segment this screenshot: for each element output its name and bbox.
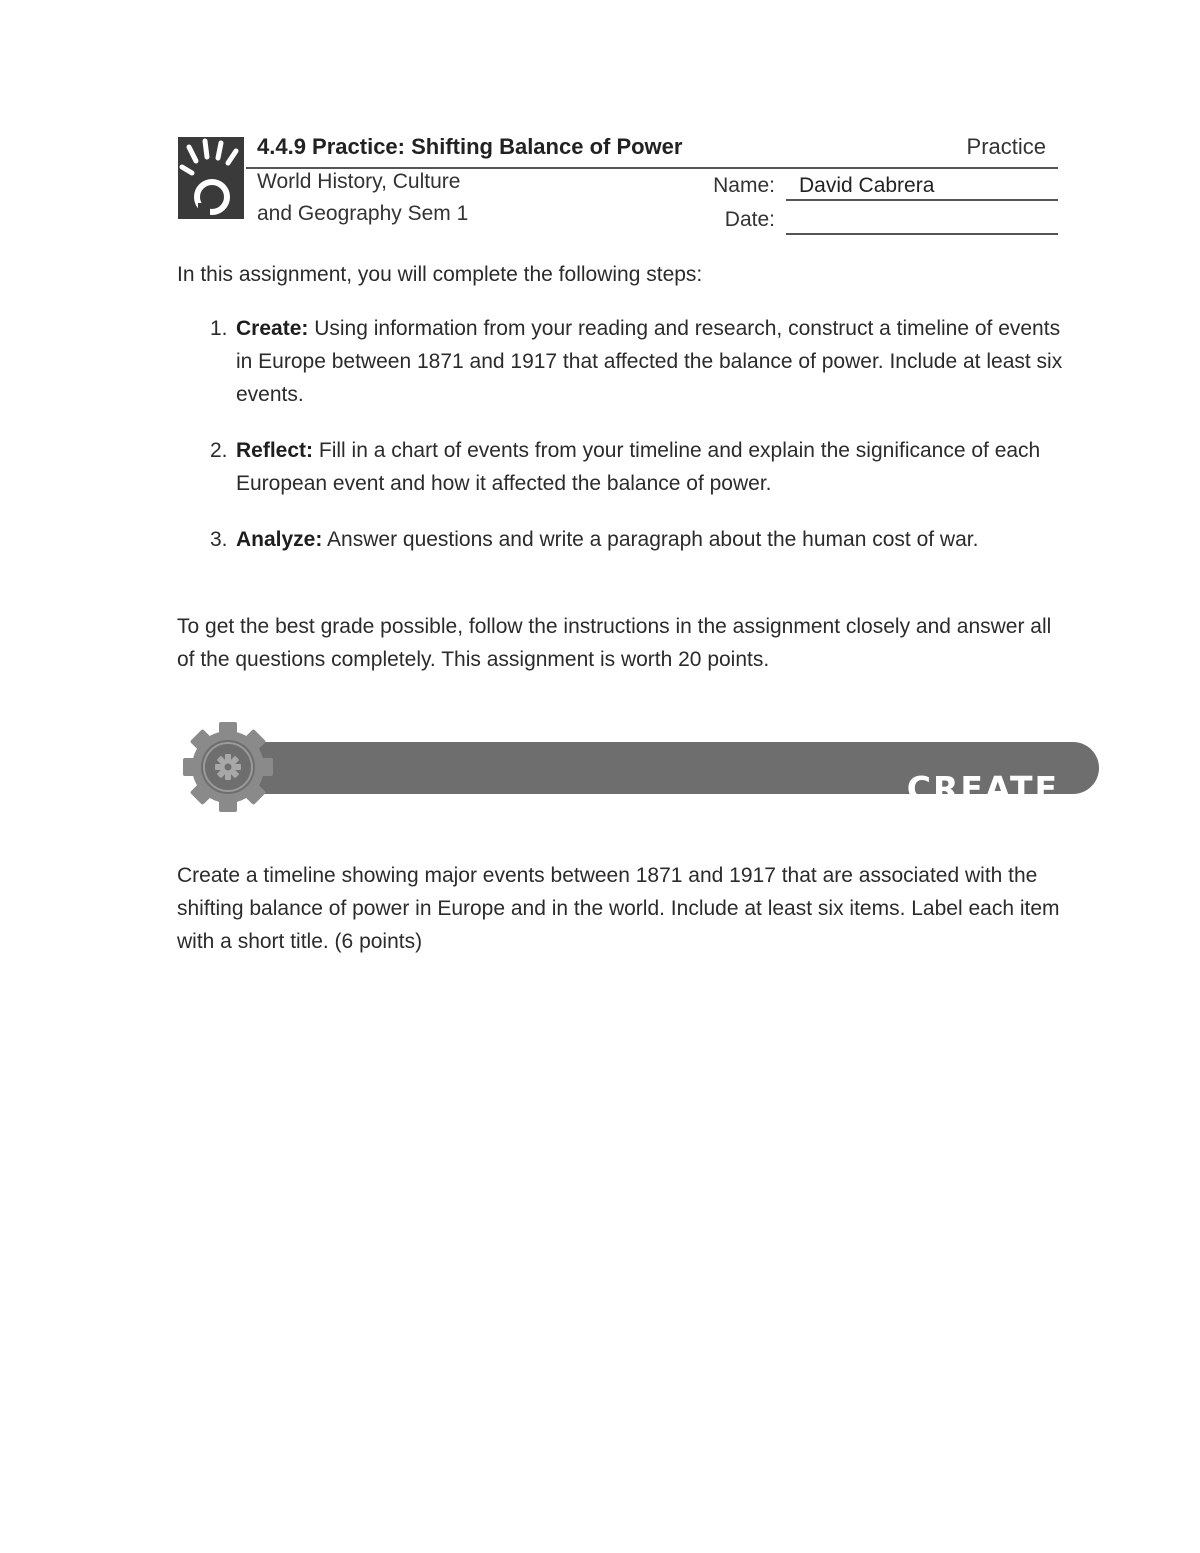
- step-text: Fill in a chart of events from your timeline and explain the significance of each European event and how it affected the balance of power.: [236, 439, 1041, 495]
- step-text: Using information from your reading and research, construct a timeline of events in Europe between 1871 and 1917 that affected the balance of power. Include at least six events.: [236, 317, 1063, 406]
- date-label: Date:: [724, 208, 775, 231]
- step-label: Create:: [236, 317, 309, 340]
- name-underline: [786, 199, 1058, 201]
- banner-label: CREATE: [906, 769, 1059, 808]
- assignment-type: Practice: [966, 134, 1046, 159]
- name-label: Name:: [713, 174, 775, 197]
- step-label: Analyze:: [236, 528, 323, 551]
- step-label: Reflect:: [236, 439, 314, 462]
- header-divider: [246, 167, 1058, 169]
- create-instructions: Create a timeline showing major events between 1871 and 1917 that are associated with the shifting balance of power in Europe and in the world. Include at least six items. Label each item with a short title. (6 points): [177, 864, 1060, 953]
- step-number: 1.: [210, 317, 228, 340]
- steps-list: [177, 312, 1067, 579]
- step-number: 3.: [210, 528, 228, 551]
- assignment-title: 4.4.9 Practice: Shifting Balance of Power: [257, 134, 683, 159]
- intro-text: In this assignment, you will complete the following steps:: [177, 263, 703, 286]
- step-number: 2.: [210, 439, 228, 462]
- banner-bar: [243, 742, 1099, 808]
- step-text: Answer questions and write a paragraph about the human cost of war.: [322, 528, 979, 551]
- date-underline: [786, 233, 1058, 235]
- step-create: [177, 312, 1067, 411]
- gear-icon: [183, 722, 273, 812]
- grading-note: To get the best grade possible, follow the instructions in the assignment closely and answer all of the questions completely. This assignment is worth 20 points.: [177, 615, 1052, 671]
- step-reflect: [177, 434, 1067, 500]
- hand-sun-logo-icon: [178, 137, 244, 219]
- course-name-line-2: and Geography Sem 1: [257, 202, 469, 225]
- step-analyze: [177, 523, 1067, 556]
- course-name-line-1: World History, Culture: [257, 170, 461, 193]
- name-field[interactable]: David Cabrera: [799, 174, 935, 197]
- create-section-banner: [183, 722, 1103, 814]
